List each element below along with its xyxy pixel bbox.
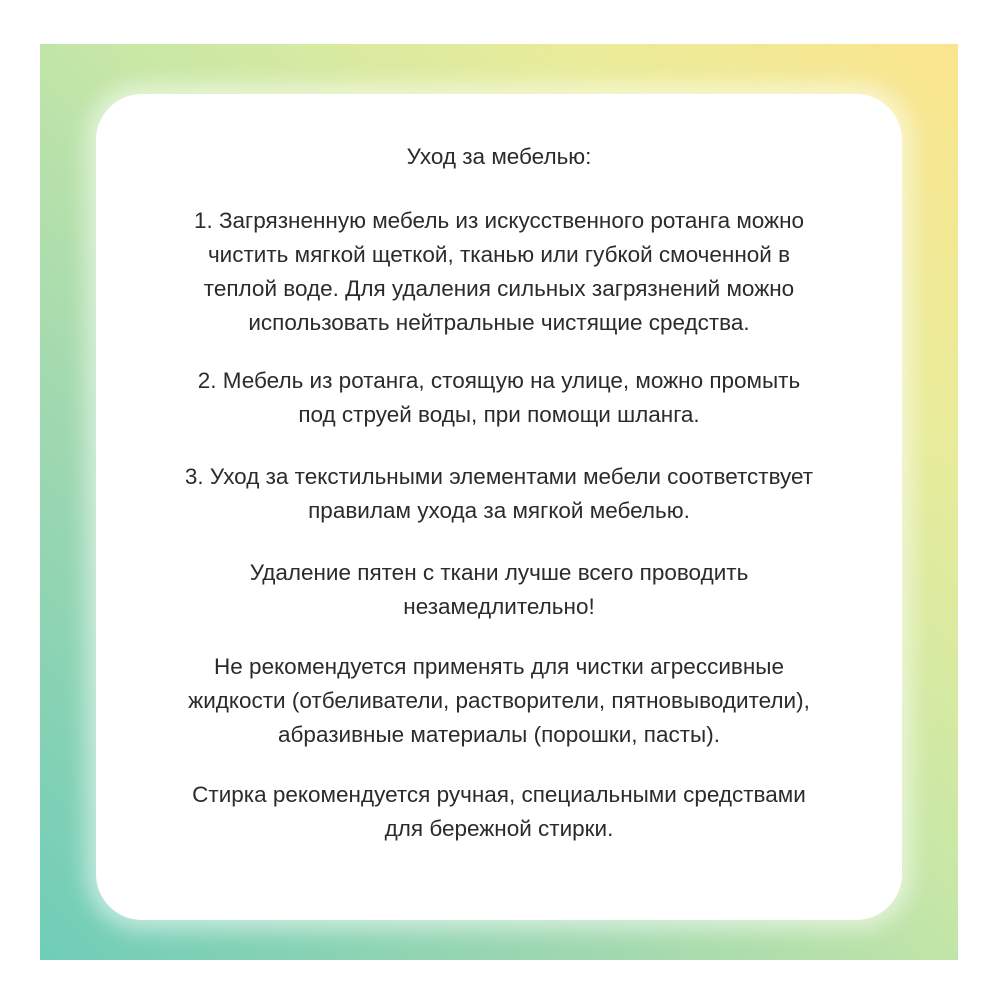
- paragraph-outdoor-washing: 2. Мебель из ротанга, стоящую на улице, можно промыть под струей воды, при помощи шланга.: [197, 368, 801, 427]
- paragraph-textile-care: 3. Уход за текстильными элементами мебели соответствует правилам ухода за мягкой мебелью.: [184, 464, 814, 523]
- content-card: [96, 94, 902, 920]
- paragraph-not-recommended: Не рекомендуется применять для чистки агрессивные жидкости (отбеливатели, растворители, пятновыводители), абразивные материалы (порошки, пасты).: [188, 654, 810, 747]
- page-title: Уход за мебелью:: [406, 144, 592, 169]
- gradient-frame: [40, 44, 958, 960]
- paragraph-cleaning: 1. Загрязненную мебель из искусственного ротанга можно чистить мягкой щеткой, тканью или губкой смоченной в теплой воде. Для удаления сильных загрязнений можно использовать нейтральные чистящие средства.: [193, 208, 805, 335]
- paragraph-washing: Стирка рекомендуется ручная, специальными средствами для бережной стирки.: [192, 782, 806, 841]
- paragraph-stain-removal: Удаление пятен с ткани лучше всего проводить незамедлительно!: [249, 560, 749, 619]
